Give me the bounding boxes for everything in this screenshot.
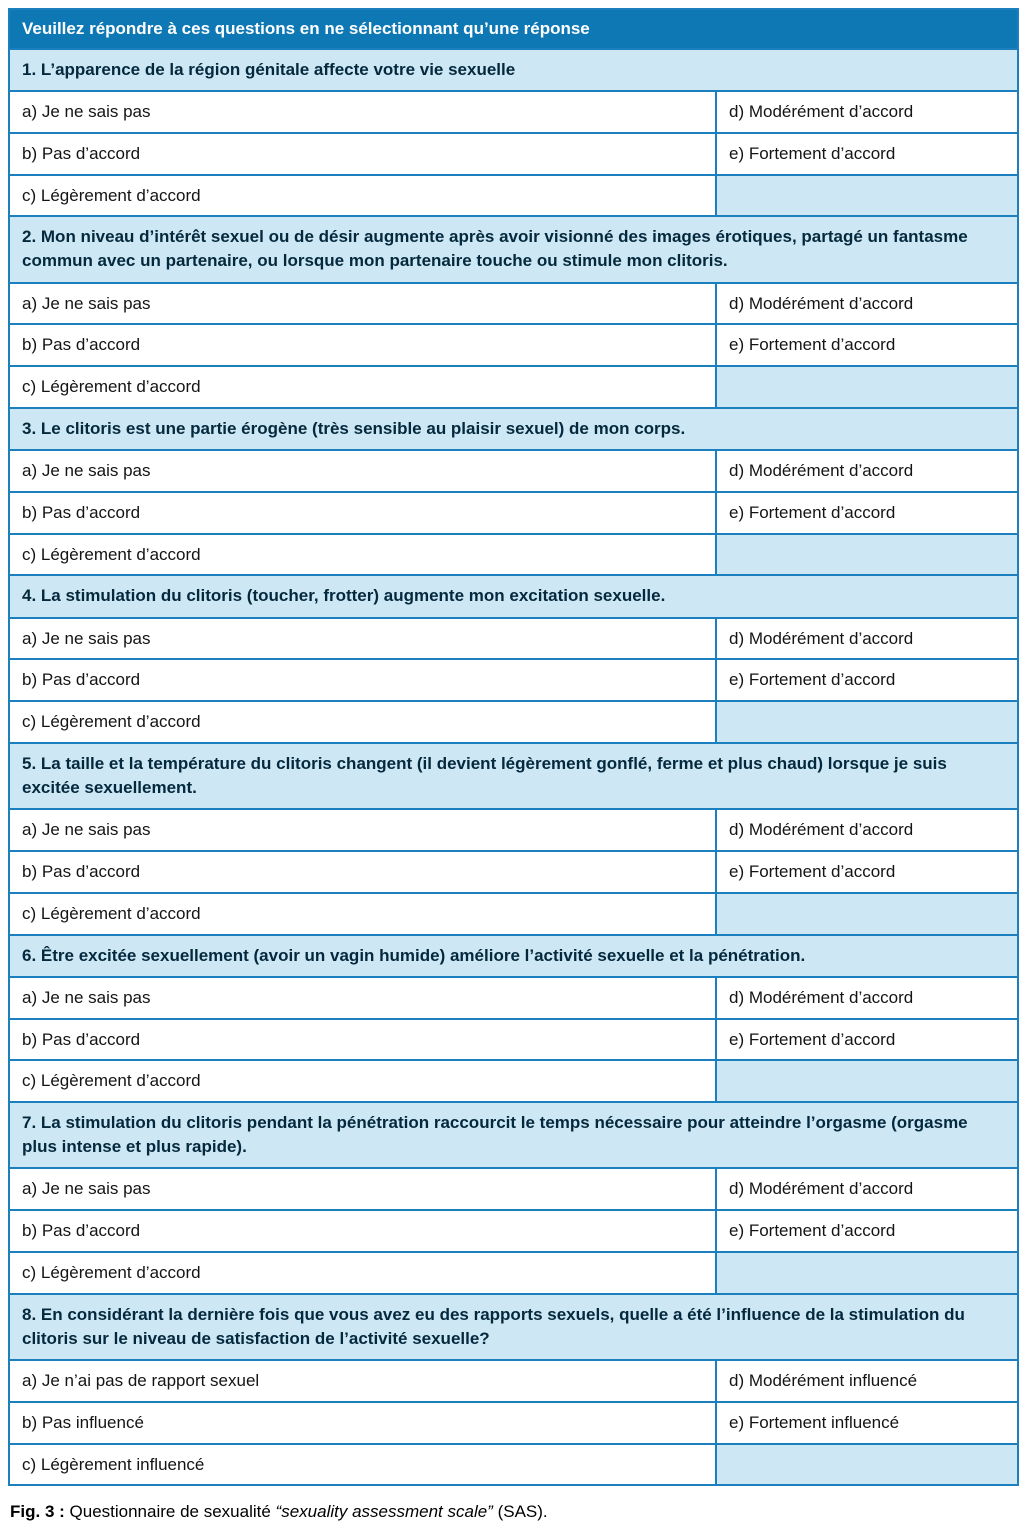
answer-cell-left: b) Pas d’accord <box>10 134 715 174</box>
answer-row <box>10 132 1017 174</box>
answer-cell-right <box>715 176 1017 216</box>
answer-cell-right: d) Modérément d’accord <box>715 810 1017 850</box>
answer-rows <box>10 808 1017 933</box>
question-block <box>10 1101 1017 1293</box>
answer-rows <box>10 1359 1017 1484</box>
question-text: 3. Le clitoris est une partie érogène (très sensible au plaisir sexuel) de mon corps. <box>10 407 1017 449</box>
answer-row <box>10 617 1017 659</box>
question-block <box>10 215 1017 407</box>
answer-rows <box>10 90 1017 215</box>
question-block <box>10 407 1017 575</box>
answer-cell-right <box>715 894 1017 934</box>
answer-row <box>10 174 1017 216</box>
question-text: 5. La taille et la température du clitoris changent (il devient légèrement gonflé, ferme et plus chaud) lorsque je suis excitée sexuellement. <box>10 742 1017 808</box>
answer-cell-left: c) Légèrement d’accord <box>10 1061 715 1101</box>
answer-row <box>10 533 1017 575</box>
answer-cell-right: d) Modérément d’accord <box>715 92 1017 132</box>
question-text: 2. Mon niveau d’intérêt sexuel ou de désir augmente après avoir visionné des images érotiques, partagé un fantasme commun avec un partenaire, ou lorsque mon partenaire touche ou stimule mon clitoris. <box>10 215 1017 281</box>
answer-cell-right: e) Fortement d’accord <box>715 852 1017 892</box>
answer-cell-left: c) Légèrement d’accord <box>10 1253 715 1293</box>
answer-cell-left: b) Pas d’accord <box>10 325 715 365</box>
answer-cell-left: c) Légèrement d’accord <box>10 702 715 742</box>
answer-cell-left: b) Pas d’accord <box>10 493 715 533</box>
questionnaire-body <box>10 48 1017 1485</box>
answer-cell-right: d) Modérément d’accord <box>715 978 1017 1018</box>
answer-cell-right: e) Fortement d’accord <box>715 325 1017 365</box>
answer-row <box>10 449 1017 491</box>
answer-row <box>10 1401 1017 1443</box>
answer-cell-left: a) Je ne sais pas <box>10 810 715 850</box>
answer-row <box>10 1059 1017 1101</box>
answer-cell-left: b) Pas d’accord <box>10 852 715 892</box>
answer-row <box>10 282 1017 324</box>
question-block <box>10 742 1017 934</box>
answer-row <box>10 850 1017 892</box>
answer-cell-left: a) Je ne sais pas <box>10 92 715 132</box>
answer-row <box>10 1209 1017 1251</box>
answer-row <box>10 1359 1017 1401</box>
answer-cell-left: c) Légèrement d’accord <box>10 535 715 575</box>
answer-cell-left: a) Je ne sais pas <box>10 978 715 1018</box>
answer-row <box>10 1251 1017 1293</box>
answer-cell-left: c) Légèrement d’accord <box>10 894 715 934</box>
figure-caption-label: Fig. 3 : <box>10 1502 65 1522</box>
answer-cell-left: b) Pas d’accord <box>10 660 715 700</box>
figure-caption <box>10 1500 1017 1524</box>
answer-cell-right <box>715 1253 1017 1293</box>
figure-caption-text: Questionnaire de sexualité <box>69 1502 271 1522</box>
answer-cell-right: e) Fortement d’accord <box>715 1211 1017 1251</box>
answer-cell-right: d) Modérément d’accord <box>715 1169 1017 1209</box>
answer-row <box>10 1167 1017 1209</box>
answer-row <box>10 658 1017 700</box>
answer-row <box>10 700 1017 742</box>
answer-cell-right: e) Fortement d’accord <box>715 660 1017 700</box>
figure-caption-italic: “sexuality assessment scale” <box>275 1502 493 1522</box>
question-text: 8. En considérant la dernière fois que vous avez eu des rapports sexuels, quelle a été l’influence de la stimulation du clitoris sur le niveau de satisfaction de l’activité sexuelle? <box>10 1293 1017 1359</box>
answer-cell-left: a) Je n’ai pas de rapport sexuel <box>10 1361 715 1401</box>
answer-row <box>10 365 1017 407</box>
question-block <box>10 574 1017 742</box>
answer-cell-right: d) Modérément d’accord <box>715 619 1017 659</box>
answer-cell-right: e) Fortement d’accord <box>715 1020 1017 1060</box>
answer-cell-right <box>715 367 1017 407</box>
questionnaire-table <box>8 8 1019 1486</box>
answer-row <box>10 1443 1017 1485</box>
answer-row <box>10 808 1017 850</box>
answer-row <box>10 892 1017 934</box>
answer-cell-left: b) Pas d’accord <box>10 1211 715 1251</box>
answer-cell-right: e) Fortement d’accord <box>715 493 1017 533</box>
answer-cell-left: a) Je ne sais pas <box>10 1169 715 1209</box>
answer-cell-left: b) Pas d’accord <box>10 1020 715 1060</box>
answer-row <box>10 323 1017 365</box>
answer-cell-right <box>715 535 1017 575</box>
answer-row <box>10 976 1017 1018</box>
answer-rows <box>10 976 1017 1101</box>
question-text: 1. L’apparence de la région génitale affecte votre vie sexuelle <box>10 48 1017 90</box>
answer-cell-right: d) Modérément influencé <box>715 1361 1017 1401</box>
question-block <box>10 1293 1017 1485</box>
answer-cell-left: a) Je ne sais pas <box>10 619 715 659</box>
answer-cell-left: c) Légèrement influencé <box>10 1445 715 1485</box>
answer-cell-right: d) Modérément d’accord <box>715 284 1017 324</box>
answer-cell-right: d) Modérément d’accord <box>715 451 1017 491</box>
question-block <box>10 48 1017 216</box>
answer-cell-left: a) Je ne sais pas <box>10 284 715 324</box>
question-block <box>10 934 1017 1102</box>
answer-cell-left: c) Légèrement d’accord <box>10 367 715 407</box>
answer-cell-right: e) Fortement influencé <box>715 1403 1017 1443</box>
answer-cell-right <box>715 1445 1017 1485</box>
answer-cell-left: a) Je ne sais pas <box>10 451 715 491</box>
question-text: 6. Être excitée sexuellement (avoir un vagin humide) améliore l’activité sexuelle et la pénétration. <box>10 934 1017 976</box>
answer-row <box>10 90 1017 132</box>
figure-caption-suffix: (SAS). <box>497 1502 548 1522</box>
question-text: 7. La stimulation du clitoris pendant la pénétration raccourcit le temps nécessaire pour atteindre l’orgasme (orgasme plus intense et plus rapide). <box>10 1101 1017 1167</box>
answer-rows <box>10 449 1017 574</box>
answer-row <box>10 491 1017 533</box>
answer-row <box>10 1018 1017 1060</box>
question-text: 4. La stimulation du clitoris (toucher, frotter) augmente mon excitation sexuelle. <box>10 574 1017 616</box>
questionnaire-instructions: Veuillez répondre à ces questions en ne sélectionnant qu’une réponse <box>10 10 1017 48</box>
answer-cell-left: c) Légèrement d’accord <box>10 176 715 216</box>
answer-cell-right <box>715 702 1017 742</box>
answer-rows <box>10 282 1017 407</box>
answer-cell-left: b) Pas influencé <box>10 1403 715 1443</box>
answer-rows <box>10 1167 1017 1292</box>
answer-cell-right <box>715 1061 1017 1101</box>
answer-cell-right: e) Fortement d’accord <box>715 134 1017 174</box>
answer-rows <box>10 617 1017 742</box>
